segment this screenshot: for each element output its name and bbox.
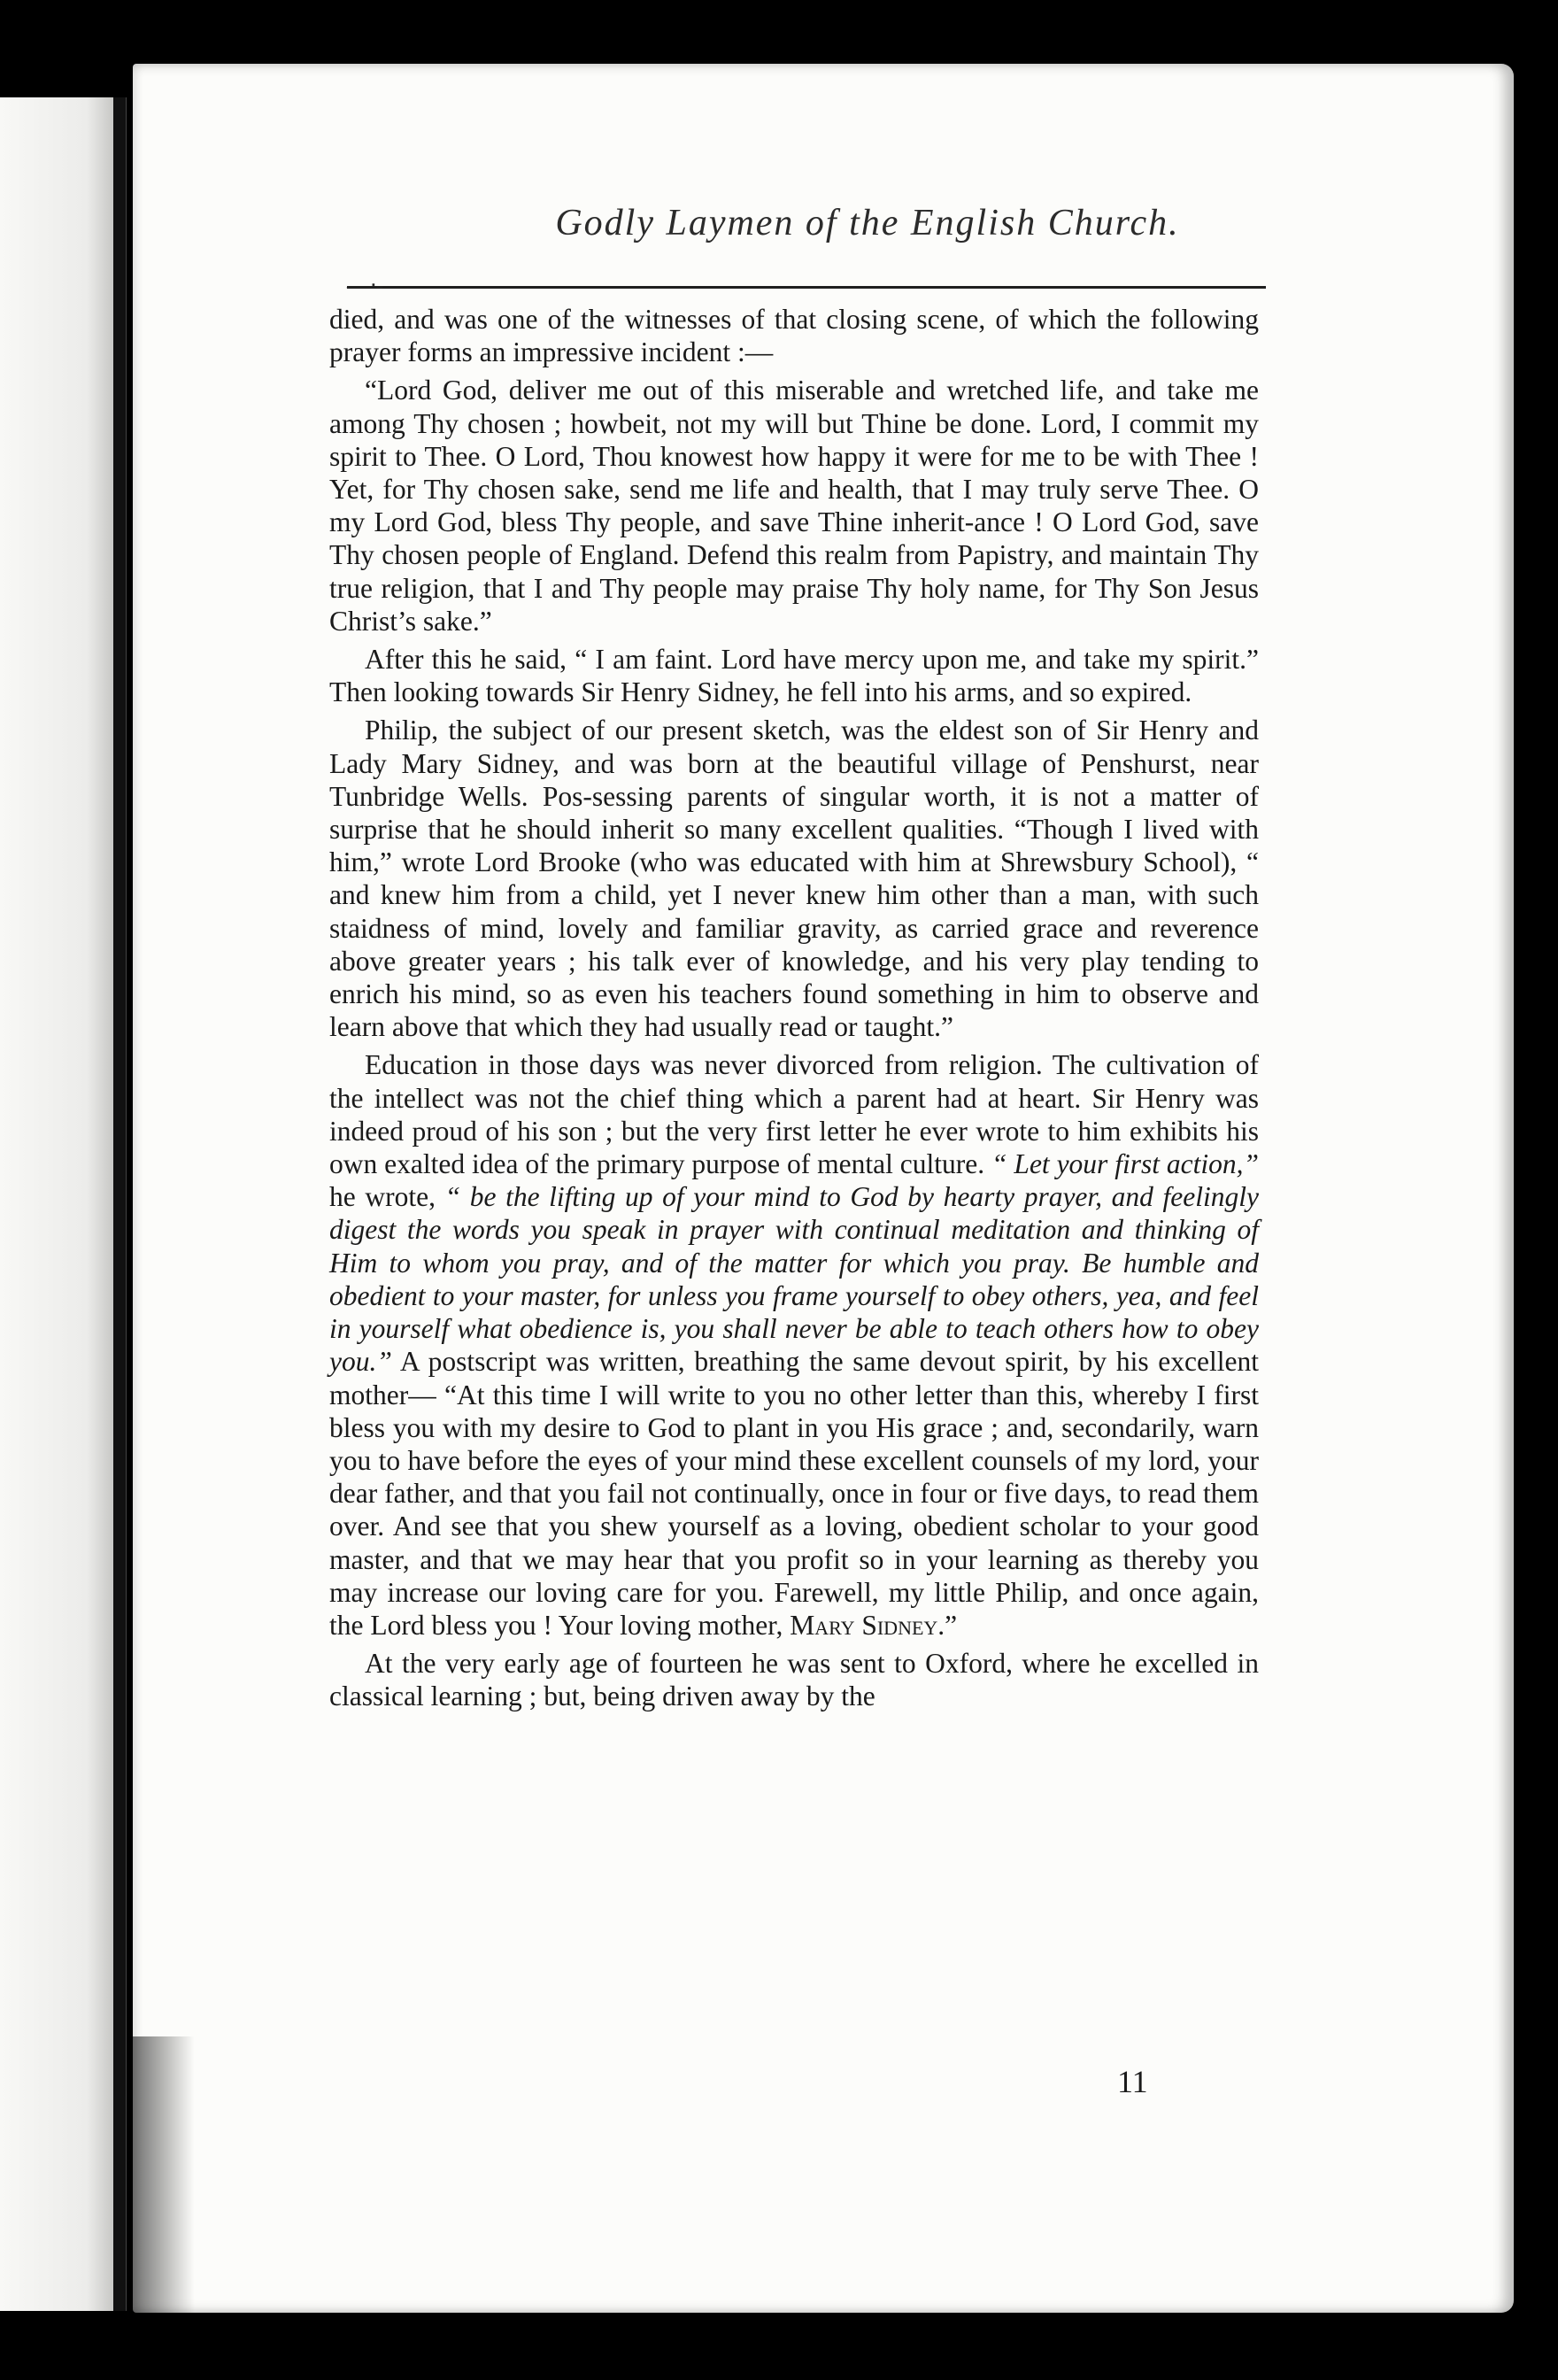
paragraph-5-text-a: Education in those days was never divorced from religion. The cultivation of the intellect was not the chief thing which a parent had at heart. Sir Henry was indeed proud of his son ; but the very first letter he ever wrote to him exhibits his own exalted idea of the primary purpose of mental culture. xyxy=(329,1049,1259,1180)
running-head: Godly Laymen of the English Church. xyxy=(555,203,1180,243)
page-damage xyxy=(133,2036,195,2313)
header-rule xyxy=(347,286,1266,289)
paragraph-5-quote-b: “ be the lifting up of your mind to God by hearty prayer, and feelingly digest the words you speak in prayer with continual meditation and thinking of Him to whom you pray, and of the matter for which you pray. Be humble and obedient to your master, for unless you frame yourself to obey others, yea, and feel in yourself what obedience is, you shall never be able to teach others how to obey you.” xyxy=(329,1181,1259,1378)
paragraph-4: Philip, the subject of our present sketch, was the eldest son of Sir Henry and Lady Mary Sidney, and was born at the beautiful village of Penshurst, near Tunbridge Wells. Pos-sessing parents of singular worth, it is not a matter of surprise that he should inherit so many excellent qualities. “Though I lived with him,” wrote Lord Brooke (who was educated with him at Shrewsbury School), “ and knew him from a child, yet I never knew him other than a man, with such staidness of mind, lovely and familiar gravity, as carried grace and reverence above greater years ; his talk ever of knowledge, and his very play tending to enrich his mind, so as even his teachers found something in him to observe and learn above that which they had usually read or taught.” xyxy=(329,715,1259,1043)
paragraph-prayer: “Lord God, deliver me out of this miserable and wretched life, and take me among Thy chosen ; howbeit, not my will but Thine be done. Lord, I commit my spirit to Thee. O Lord, Thou knowest how happy it were for me to be with Thee ! Yet, for Thy chosen sake, send me life and health, that I may truly serve Thee. O my Lord God, bless Thy people, and save Thine inherit-ance ! O Lord God, save Thy chosen people of England. Defend this realm from Papistry, and maintain Thy true religion, that I and Thy people may praise Thy holy name, for Thy Son Jesus Christ’s sake.” xyxy=(329,375,1259,637)
paragraph-5-quote-a: “ Let your first action,” xyxy=(991,1148,1259,1180)
paragraph-5-text-c: A postscript was written, breathing the same devout spirit, by his excellent mother— “At this time I will write to you no other letter than this, whereby I first bless you with my desire to God to plant in you His grace ; and, secondarily, warn you to have before the eyes of your mind these excellent counsels of my lord, your dear father, and that you fail not continually, once in four or five days, to read them over. And see that you shew yourself as a loving, obedient scholar to your good master, and that we may hear that you profit so in your learning as thereby you may increase our loving care for you. Farewell, my little Philip, and once again, the Lord bless you ! Your loving mother, xyxy=(329,1346,1259,1641)
header-rule-mark: —ᐧ- xyxy=(347,273,384,298)
closing-quote: ” xyxy=(945,1609,958,1641)
paragraph-5-text-b: he wrote, xyxy=(329,1181,436,1213)
paragraph-1: died, and was one of the witnesses of that closing scene, of which the following prayer forms an impressive incident :— xyxy=(329,304,1259,368)
page-number: 11 xyxy=(1117,2064,1148,2099)
paragraph-6: At the very early age of fourteen he was sent to Oxford, where he excelled in classical learning ; but, being driven away by the xyxy=(329,1648,1259,1712)
body-text xyxy=(329,303,1259,1719)
signature: Mary Sidney. xyxy=(790,1609,945,1641)
paragraph-3: After this he said, “ I am faint. Lord have mercy upon me, and take my spirit.” Then looking towards Sir Henry Sidney, he fell into his arms, and so expired. xyxy=(329,644,1259,708)
facing-page-edge xyxy=(0,97,127,2311)
paragraph-5 xyxy=(329,1048,1259,1642)
spine-gutter xyxy=(113,97,126,2311)
